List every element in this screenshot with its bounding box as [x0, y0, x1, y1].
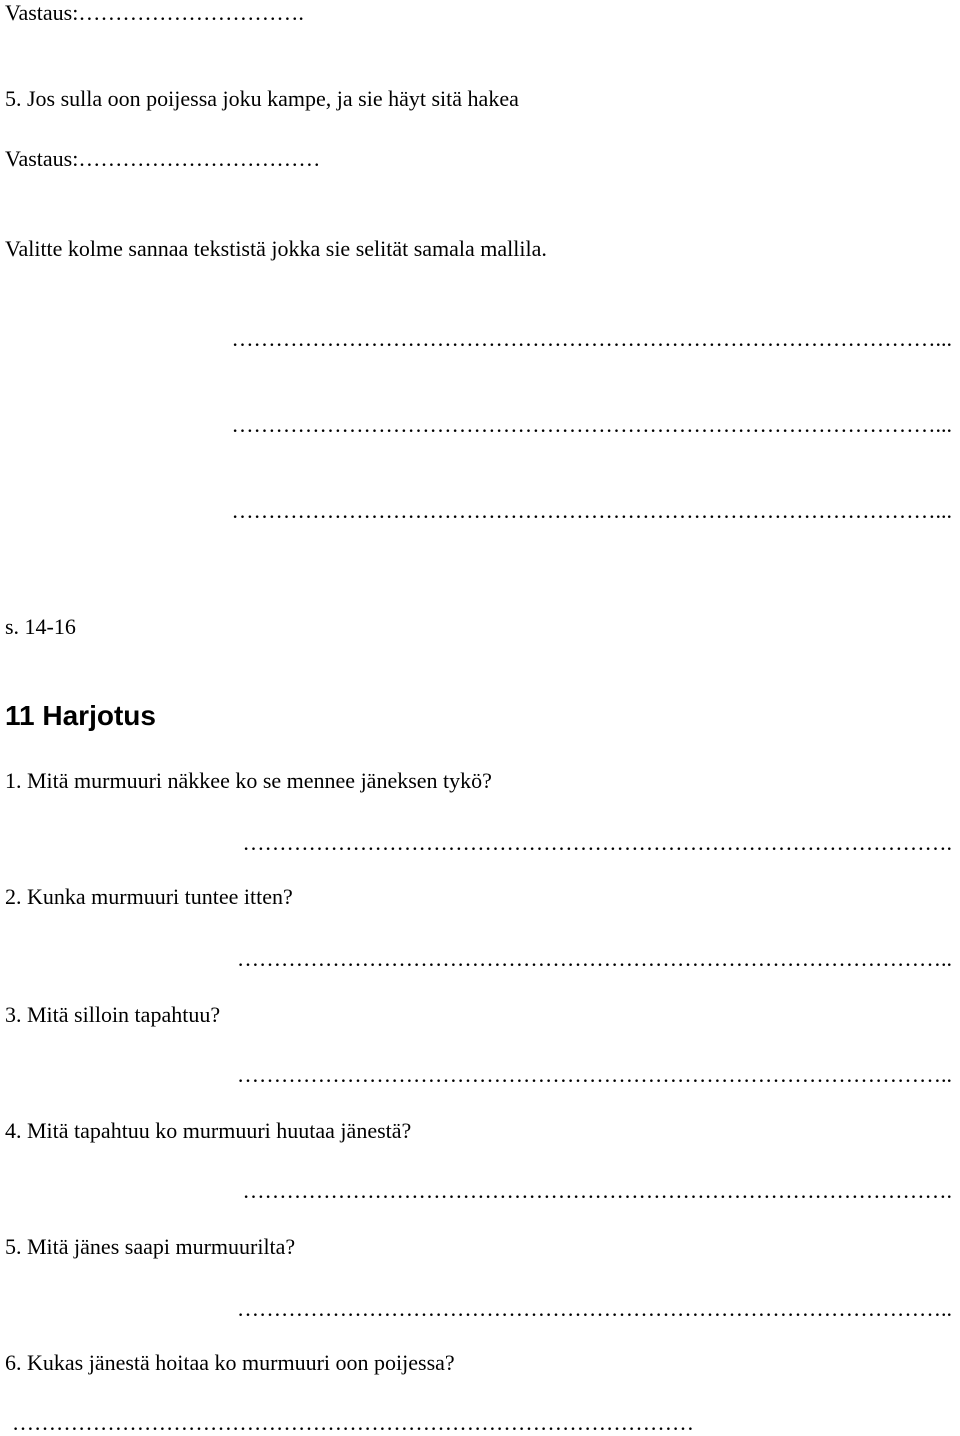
answer-line-5: Vastaus:…………………………… [5, 146, 321, 171]
answer-line-4: Vastaus:…………………………. [5, 0, 304, 25]
answer-line-4b: ……………………………………………………………………………………. [242, 1178, 952, 1203]
dotted-line-3: ……………………………………………………………………………………... [231, 498, 952, 523]
answer-line-2: …………………………………………………………………………………….. [237, 946, 952, 971]
answer-line-6: ………………………………………………………………………………… [12, 1410, 694, 1435]
question-2: 2. Kunka murmuuri tuntee itten? [5, 884, 293, 909]
page-reference: s. 14-16 [5, 614, 76, 639]
question-4: 4. Mitä tapahtuu ko murmuuri huutaa jänestä? [5, 1118, 412, 1143]
question-6: 6. Kukas jänestä hoitaa ko murmuuri oon poijessa? [5, 1350, 455, 1375]
question-5b: 5. Mitä jänes saapi murmuurilta? [5, 1234, 296, 1259]
question-5: 5. Jos sulla oon poijessa joku kampe, ja sie häyt sitä hakea [5, 86, 519, 111]
answer-line-5b: …………………………………………………………………………………….. [237, 1296, 952, 1321]
dotted-line-1: ……………………………………………………………………………………... [231, 326, 952, 351]
question-1: 1. Mitä murmuuri näkkee ko se mennee jäneksen tykö? [5, 768, 492, 793]
section-heading: 11 Harjotus [5, 700, 156, 731]
question-3: 3. Mitä silloin tapahtuu? [5, 1002, 221, 1027]
task-instruction: Valitte kolme sannaa tekstistä jokka sie selität samala mallila. [5, 236, 547, 261]
answer-line-3: …………………………………………………………………………………….. [237, 1062, 952, 1087]
dotted-line-2: ……………………………………………………………………………………... [231, 412, 952, 437]
answer-line-1: ……………………………………………………………………………………. [242, 830, 952, 855]
